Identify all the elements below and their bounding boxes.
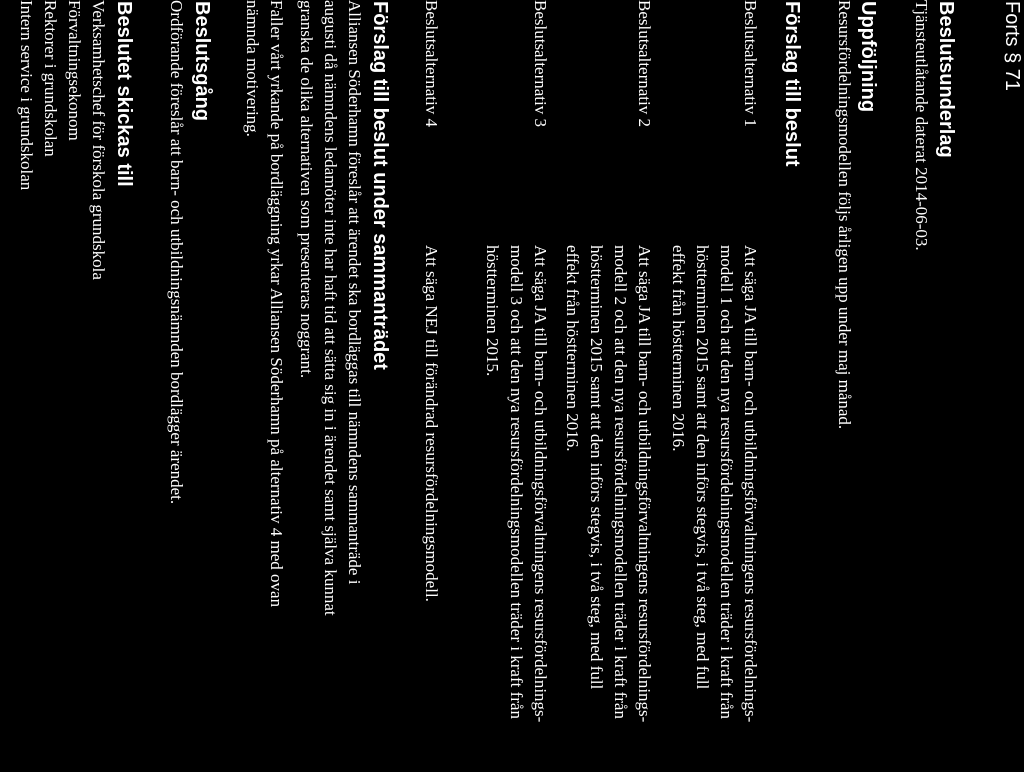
alternative-3 bbox=[476, 0, 552, 772]
alternative-line: modell 3 och att den nya resursfördelningsmodellen träder i kraft från bbox=[507, 245, 526, 719]
section-heading-beslutsunderlag: Beslutsunderlag bbox=[935, 1, 957, 158]
alternative-text bbox=[480, 245, 552, 770]
alternative-text bbox=[560, 245, 656, 770]
under-sammantradet-paragraph-1 bbox=[294, 0, 366, 616]
alternative-line: höstterminen 2015 samt att den införs stegvis, i två steg, med full bbox=[693, 245, 712, 690]
alternative-text bbox=[419, 245, 443, 770]
alternative-text bbox=[666, 245, 762, 770]
alternative-label: Beslutsalternativ 3 bbox=[531, 0, 550, 128]
alternative-4 bbox=[417, 0, 443, 772]
alternative-line: Att säga JA till barn- och utbildningsförvaltningens resursfördelnings- bbox=[531, 245, 550, 723]
alternative-line: höstterminen 2015. bbox=[483, 245, 502, 377]
alternative-label: Beslutsalternativ 1 bbox=[741, 0, 760, 128]
paragraph-line: nämnda motivering. bbox=[243, 0, 262, 137]
section-heading-under-sammantradet: Förslag till beslut under sammanträdet bbox=[369, 1, 391, 370]
list-item: Rektorer i grundskolan bbox=[41, 0, 60, 157]
alternative-line: effekt från höstterminen 2016. bbox=[563, 245, 582, 452]
alternative-1 bbox=[662, 0, 762, 772]
list-item: Intern service i grundskolan bbox=[17, 0, 36, 191]
alternative-line: Att säga JA till barn- och utbildningsförvaltningens resursfördelnings- bbox=[635, 245, 654, 723]
alternative-line: effekt från höstterminen 2016. bbox=[669, 245, 688, 452]
alternative-2 bbox=[556, 0, 656, 772]
paragraph-line: augusti då nämndens ledamöter inte har haft tid att sätta sig in i ärendet samt själva kunnat bbox=[321, 0, 340, 616]
paragraph-line: granska de olika alternativen som presenteras noggrant. bbox=[297, 0, 316, 379]
recipient-list bbox=[14, 0, 110, 280]
section-heading-uppfoljning: Uppföljning bbox=[857, 1, 879, 113]
list-item: Verksamhetschef för förskola grundskola bbox=[89, 0, 108, 280]
paragraph-line: Faller vårt yrkande på bordläggning yrkar Alliansen Söderhamn på alternativ 4 med ovan bbox=[267, 0, 286, 608]
alternative-label: Beslutsalternativ 2 bbox=[635, 0, 654, 128]
alternative-line: modell 1 och att den nya resursfördelningsmodellen träder i kraft från bbox=[717, 245, 736, 719]
section-heading-forslag: Förslag till beslut bbox=[781, 1, 803, 167]
alternative-line: Att säga JA till barn- och utbildningsförvaltningens resursfördelnings- bbox=[741, 245, 760, 723]
uppfoljning-text: Resursfördelningsmodellen följs årligen upp under maj månad. bbox=[835, 0, 854, 430]
beslutsgang-text: Ordförande föreslår att barn- och utbildningsnämnden bordlägger ärendet. bbox=[167, 0, 186, 505]
alternative-label: Beslutsalternativ 4 bbox=[422, 0, 441, 128]
section-heading-skickas-till: Beslutet skickas till bbox=[113, 1, 135, 187]
alternative-line: höstterminen 2015 samt att den införs stegvis, i två steg, med full bbox=[587, 245, 606, 690]
alternative-line: modell 2 och att den nya resursfördelningsmodellen träder i kraft från bbox=[611, 245, 630, 719]
under-sammantradet-paragraph-2 bbox=[240, 0, 288, 607]
page-reference: Forts § 71 bbox=[1001, 1, 1023, 92]
alternative-line: Att säga NEJ till förändrad resursfördelningsmodell. bbox=[422, 245, 441, 602]
list-item: Förvaltningsekonom bbox=[65, 0, 84, 141]
paragraph-line: Alliansen Söderhamn föreslår att ärendet ska bordläggas till nämndens sammanträde i bbox=[345, 0, 364, 585]
section-heading-beslutsgang: Beslutsgång bbox=[191, 1, 213, 122]
beslutsunderlag-text: Tjänsteutlåtande daterat 2014-06-03. bbox=[912, 0, 931, 251]
